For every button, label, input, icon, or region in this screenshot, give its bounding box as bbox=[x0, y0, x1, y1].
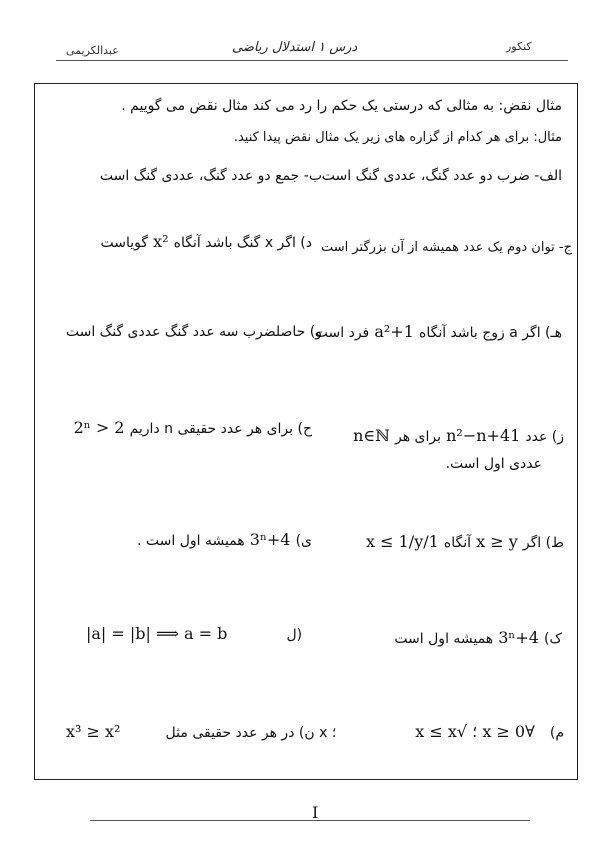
item-he-text: هـ) اگر a زوج باشد آنگاه bbox=[418, 325, 562, 341]
item-be: ب- جمع دو عدد گنگ، عددی گنگ است bbox=[99, 168, 322, 184]
item-lam-math: |a| = |b| ⟹ a = b bbox=[86, 624, 228, 643]
item-ta-math: x ≥ y bbox=[476, 532, 518, 551]
item-ta bbox=[366, 532, 564, 551]
header-exam: کنکور bbox=[506, 40, 532, 53]
footer-rule bbox=[90, 820, 530, 821]
item-he2-math: 2ⁿ > 2 bbox=[73, 418, 125, 437]
item-ze-math2: n∈ℕ bbox=[353, 426, 390, 445]
intro-instruction: مثال: برای هر کدام از گزاره های زیر یک مثال نقض پیدا کنید. bbox=[233, 130, 562, 145]
item-ye-end: همیشه اول است . bbox=[137, 533, 245, 549]
item-nun bbox=[66, 722, 336, 741]
item-kaf-end: همیشه اول است bbox=[394, 631, 494, 647]
item-ye bbox=[137, 530, 312, 549]
item-he2 bbox=[74, 418, 312, 437]
item-kaf-text: ک) bbox=[544, 631, 562, 647]
item-he bbox=[315, 322, 562, 341]
item-ze bbox=[353, 426, 564, 445]
intro-definition: مثال نقض: به مثالی که درستی یک حکم را رد می کند مثال نقض می گوییم . bbox=[121, 98, 562, 114]
item-nun-math: x³ ≥ x² bbox=[66, 722, 121, 741]
item-ze-text: ز) عدد bbox=[525, 429, 564, 445]
item-he-math: a²+1 bbox=[374, 322, 414, 341]
item-nun-text: ن) در هر عدد حقیقی مثل x ؛ bbox=[165, 725, 337, 741]
header-rule bbox=[56, 60, 568, 61]
item-ze-mid: برای هر bbox=[394, 429, 441, 445]
item-ta-math2: 1/x ≤ 1/y bbox=[366, 532, 439, 551]
page-number: I bbox=[312, 803, 319, 822]
item-lam bbox=[86, 624, 302, 643]
item-kaf bbox=[394, 628, 562, 647]
item-dal-end: گویاست bbox=[100, 235, 149, 251]
item-dal-math: x² bbox=[153, 232, 169, 251]
header-author: عبدالکریمی bbox=[66, 44, 119, 57]
item-dal bbox=[101, 232, 313, 251]
item-ta-text: ط) اگر bbox=[522, 535, 564, 551]
item-lam-text: ل) bbox=[286, 627, 303, 643]
item-ze-end: عددی اول است. bbox=[445, 456, 542, 472]
item-ze-math: n²−n+41 bbox=[446, 426, 521, 445]
item-he-end: فرد است bbox=[314, 325, 370, 341]
item-ta-mid: آنگاه bbox=[443, 535, 472, 551]
item-alef: الف- ضرب دو عدد گنگ، عددی گنگ است bbox=[321, 168, 562, 184]
item-kaf-math: 4+3ⁿ bbox=[498, 628, 539, 647]
item-dal-text: د) اگر x گنگ باشد آنگاه bbox=[173, 235, 312, 251]
item-mim-math: ∀x ≥ 0 ؛ √x ≤ x bbox=[415, 722, 535, 741]
item-ye-text: ی) bbox=[295, 533, 312, 549]
item-jim: ج- توان دوم یک عدد همیشه از آن بزرگتر است bbox=[320, 240, 572, 255]
header-title: درس ۱ استدلال ریاضی bbox=[232, 40, 358, 55]
item-he2-text: ح) برای هر عدد حقیقی n داریم bbox=[129, 421, 312, 437]
item-vav: و) حاصلضرب سه عدد گنگ عددی گنگ است bbox=[65, 324, 322, 340]
item-ye-math: 4+3ⁿ bbox=[249, 530, 291, 549]
item-mim bbox=[415, 722, 564, 741]
item-mim-text: م) bbox=[549, 725, 564, 741]
